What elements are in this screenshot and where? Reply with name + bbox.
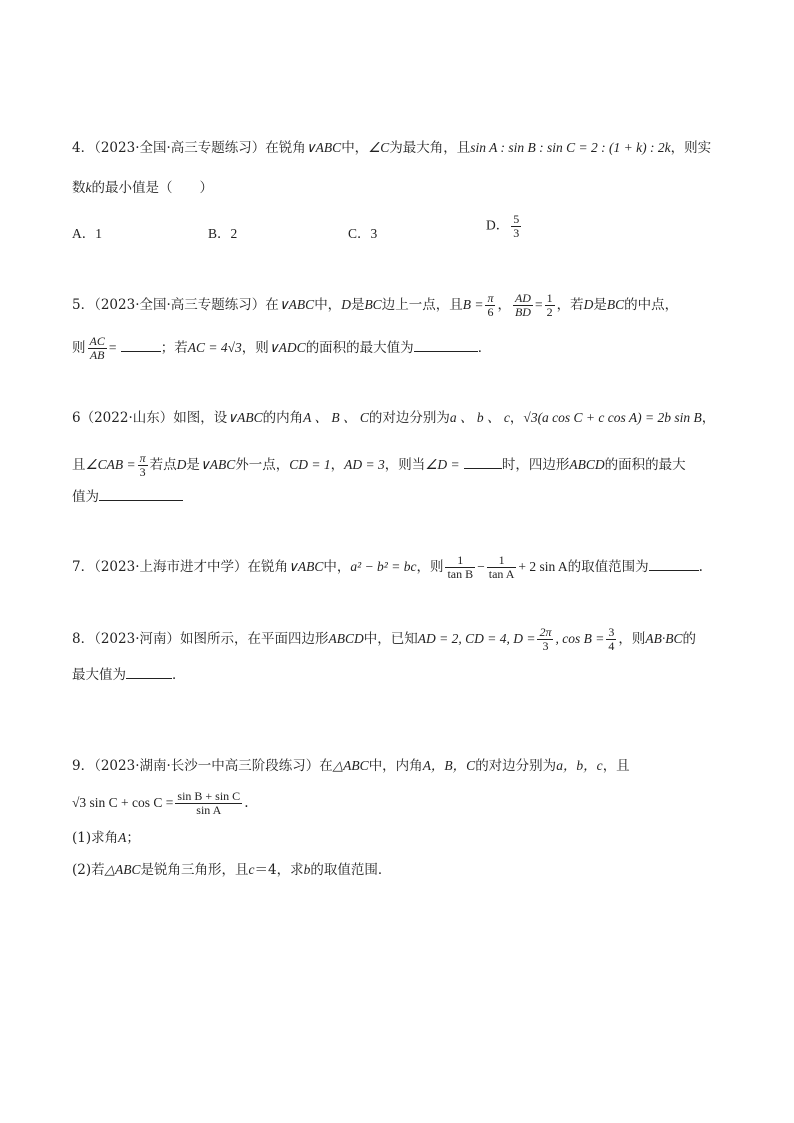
q6-angles: A 、 B 、 C [303, 410, 369, 425]
q6-text: 是 [186, 457, 200, 473]
frac-num: π [487, 291, 494, 305]
q4-text: ，则实 [670, 140, 712, 156]
frac-den: AB [89, 348, 105, 362]
q5-text: 中， [314, 297, 342, 313]
q5-triangle-adc: ∨ADC [268, 340, 306, 355]
q4-choice-c: C．3 [348, 226, 378, 241]
frac-den: 2 [546, 305, 553, 319]
q9-text: . [244, 795, 249, 811]
q6-point-d: D [176, 457, 187, 472]
q9-angles: A，B，C [422, 758, 476, 773]
frac-num: 1 [487, 554, 517, 568]
q8-given-2: , cos B = [555, 631, 605, 646]
q7-triangle: ∨ABC [288, 559, 324, 574]
q7-source: （2023·上海市进才中学） [94, 559, 248, 575]
q7-plus-term: + 2 sin A [518, 559, 568, 574]
q5-text: ，若 [556, 297, 584, 313]
q6-sides: a 、 b 、 c [449, 410, 510, 425]
q9-text: (2)若 [72, 862, 105, 878]
frac-den: 3 [513, 226, 520, 240]
q9-triangle: △ABC [332, 758, 369, 773]
q6-text: 值为 [72, 489, 99, 505]
q8-number: 8． [72, 631, 95, 647]
frac-den: 3 [542, 639, 549, 653]
q5-line1 [72, 292, 678, 319]
q9-sides: a，b，c [556, 758, 603, 773]
q8-source: （2023·河南） [94, 631, 180, 647]
q6-triangle: ∨ABC [199, 457, 236, 472]
q8-cos-fraction [606, 626, 616, 653]
q4-choice-b: B．2 [208, 226, 238, 241]
q5-answer-blank-2[interactable] [414, 337, 478, 352]
q4-k: k [85, 180, 92, 195]
q7-text: 在锐角 [247, 559, 288, 575]
frac-den: sin A [196, 803, 222, 817]
q7-answer-blank[interactable] [649, 556, 699, 571]
q9-fraction [175, 790, 242, 817]
q8-text: 的 [682, 631, 696, 647]
q4-choice-d-label: D． [486, 217, 510, 233]
frac-num: AD [514, 291, 531, 305]
q7-equation: a² − b² = bc [350, 559, 417, 574]
q7-text: ，则 [416, 559, 444, 575]
frac-num: 3 [608, 625, 615, 639]
frac-den: 6 [487, 305, 494, 319]
q4-choice-d-fraction [511, 213, 521, 240]
q5-text: 的中点， [624, 297, 679, 313]
q9-side-b: b [303, 862, 311, 877]
q6-quadrilateral: ABCD [569, 457, 605, 472]
q6-text: 时，四边形 [501, 457, 570, 473]
q7-text: 的取值范围为 [567, 559, 649, 575]
q9-line2 [72, 790, 249, 817]
q5-point-d: D [583, 297, 594, 312]
q5-point-d: D [341, 297, 351, 312]
frac-den: BD [514, 305, 531, 319]
q9-text: 的对边分别为 [475, 758, 557, 774]
q6-text: 的对边分别为 [368, 410, 450, 426]
q8-line2 [72, 664, 186, 685]
frac-num: 1 [445, 554, 475, 568]
frac-num: 1 [546, 291, 553, 305]
q6-triangle: ∨ABC [227, 410, 263, 425]
q9-text: ； [126, 830, 140, 846]
q4-formula: sin A : sin B : sin C = 2 : (1 + k) : 2k [470, 140, 671, 155]
q7-fraction-1 [445, 554, 475, 581]
q8-quadrilateral: ABCD [328, 631, 364, 646]
q6-pi-fraction [138, 452, 148, 479]
q6-text: 的内角 [262, 410, 304, 426]
q8-pi-fraction [537, 626, 553, 653]
q6-answer-blank-2[interactable] [99, 486, 183, 501]
q5-triangle: ∨ABC [278, 297, 315, 312]
q9-part1 [72, 828, 140, 848]
q7-text: 中， [323, 559, 351, 575]
q8-line1 [72, 626, 696, 653]
q5-eq: = [108, 340, 117, 355]
q6-text: 若点 [149, 457, 177, 473]
q5-text: 则 [72, 340, 86, 356]
q9-text: 是锐角三角形，且 [140, 862, 249, 878]
q9-part2 [72, 860, 391, 880]
q6-text: 6（2022·山东）如图，设 [72, 410, 228, 426]
frac-num: sin B + sin C [177, 789, 241, 803]
q4-line2 [72, 178, 213, 198]
q8-given-1: AD = 2, CD = 4, D = [417, 631, 536, 646]
q5-text: 在 [265, 297, 279, 313]
q5-line2 [72, 335, 491, 362]
q9-lhs: √3 sin C + cos C = [72, 795, 174, 810]
q6-text: ，则当 [384, 457, 426, 473]
q6-text: 且 [72, 457, 86, 473]
q4-angle-c: ∠C [368, 140, 390, 155]
q6-cd: CD = 1 [289, 457, 331, 472]
q5-ac-ab-fraction [88, 335, 107, 362]
q4-number: 4． [72, 140, 95, 156]
q4-text: 数 [72, 180, 86, 196]
q4-text: 为最大角，且 [389, 140, 471, 156]
q5-text: ． [477, 340, 492, 356]
frac-den: 3 [139, 465, 146, 479]
q9-text: ，且 [602, 758, 630, 774]
q9-text: (1)求角 [72, 830, 119, 846]
q7-line1 [72, 554, 703, 581]
frac-den: 4 [608, 639, 615, 653]
q5-segment-bc: BC [364, 297, 382, 312]
q6-line3 [72, 486, 183, 507]
q5-ad-bd-fraction [513, 292, 533, 319]
q9-text: 在 [319, 758, 333, 774]
q7-text: . [698, 559, 703, 575]
q4-text: 中， [341, 140, 369, 156]
q6-angle-cab: ∠CAB = [85, 457, 136, 472]
q6-answer-blank-1[interactable] [464, 454, 502, 469]
frac-num: π [139, 451, 146, 465]
frac-den: tan B [447, 567, 474, 581]
q4-text: 在锐角 [265, 140, 306, 156]
q8-text: 最大值为 [72, 667, 126, 683]
frac-num: 5 [513, 212, 520, 226]
q8-text: 如图所示，在平面四边形 [180, 631, 329, 647]
q4-line1 [72, 138, 711, 158]
q9-text: 的取值范围． [310, 862, 392, 878]
q8-product: AB·BC [645, 631, 683, 646]
q7-number: 7． [72, 559, 95, 575]
q5-ac-eq: AC = 4√3 [187, 340, 242, 355]
frac-num: AC [89, 334, 105, 348]
q4-triangle: ∨ABC [305, 140, 342, 155]
q6-text: ， [330, 457, 345, 473]
q6-text: 外一点， [235, 457, 290, 473]
q5-text: 的面积的最大值为 [305, 340, 414, 356]
q8-text: ． [172, 667, 186, 683]
q5-text: 边上一点，且 [381, 297, 463, 313]
q7-minus: − [477, 559, 485, 574]
q6-text: 的面积的最大 [604, 457, 686, 473]
q6-ad: AD = 3 [344, 457, 385, 472]
q8-text: 中，已知 [363, 631, 418, 647]
q8-text: ，则 [618, 631, 646, 647]
q5-text: 是 [350, 297, 365, 313]
q5-text: ，则 [241, 340, 269, 356]
q4-choice-a: A．1 [72, 226, 102, 241]
frac-num: 2π [539, 625, 552, 639]
q5-segment-bc: BC [606, 297, 625, 312]
q5-number: 5． [72, 297, 95, 313]
q9-triangle: △ABC [104, 862, 141, 877]
q8-answer-blank[interactable] [126, 664, 172, 679]
q9-source: （2023·湖南·长沙一中高三阶段练习） [94, 758, 320, 774]
q9-side-c: c [248, 862, 255, 877]
q9-angle-a: A [118, 830, 127, 845]
q9-line1 [72, 756, 630, 776]
q9-number: 9． [72, 758, 95, 774]
q9-text: 中，内角 [368, 758, 423, 774]
q5-text: ， [497, 297, 511, 313]
q6-angle-d: ∠D = [425, 457, 460, 472]
q6-text: ， [509, 410, 524, 426]
frac-den: tan A [488, 567, 515, 581]
q5-source: （2023·全国·高三专题练习） [94, 297, 266, 313]
q5-eq: = [534, 297, 543, 312]
q6-line1 [72, 408, 715, 428]
q6-formula: √3(a cos C + c cos A) = 2b sin B [523, 410, 702, 425]
q5-half-fraction [545, 292, 555, 319]
q4-choice-d [486, 213, 523, 240]
q6-line2 [72, 452, 686, 479]
q4-source: （2023·全国·高三专题练习） [94, 140, 266, 156]
q5-pi-fraction [485, 292, 495, 319]
q4-text: 的最小值是（ ） [91, 180, 213, 196]
q5-text: ；若 [160, 340, 188, 356]
q9-text: ＝4，求 [254, 862, 304, 878]
q5-b-eq: B = [462, 297, 484, 312]
q5-answer-blank-1[interactable] [121, 337, 161, 352]
q7-fraction-2 [487, 554, 517, 581]
q6-text: ， [701, 410, 716, 426]
q5-text: 是 [593, 297, 607, 313]
